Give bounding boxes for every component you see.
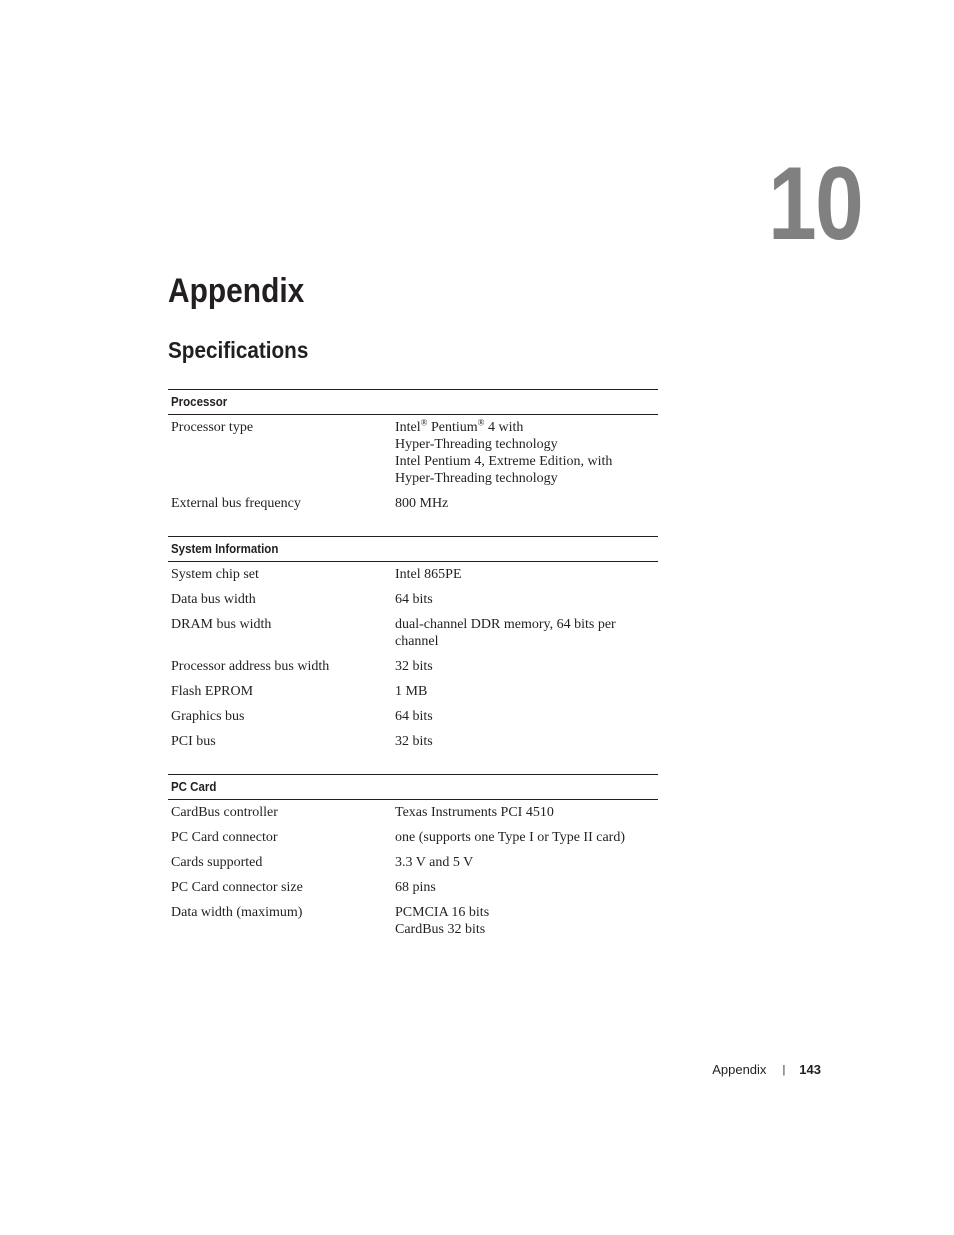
spec-group-processor — [168, 389, 658, 518]
page-title: Appendix — [168, 272, 305, 310]
spec-row — [168, 802, 658, 827]
spec-value: 64 bits — [395, 592, 433, 607]
spec-label: Flash EPROM — [171, 684, 254, 699]
spec-label: PC Card connector size — [171, 880, 303, 895]
spec-row — [168, 877, 658, 902]
spec-label: Processor address bus width — [171, 659, 330, 674]
specifications-table — [168, 389, 658, 962]
spec-value: dual-channel DDR memory, 64 bits per channel — [395, 617, 616, 649]
spec-value: Intel 865PE — [395, 567, 462, 582]
registered-mark: ® — [420, 417, 428, 428]
spec-value: Texas Instruments PCI 4510 — [395, 805, 554, 820]
spec-row — [168, 681, 658, 706]
spec-value: Intel® Pentium® 4 with Hyper-Threading technology Intel Pentium 4, Extreme Edition, with Hyper-Threading technology — [395, 417, 613, 486]
section-title: Specifications — [168, 337, 309, 363]
spec-value: one (supports one Type I or Type II card) — [395, 830, 626, 845]
spec-row — [168, 493, 658, 518]
spec-value: 32 bits — [395, 734, 433, 749]
spec-label: Cards supported — [171, 855, 263, 870]
spec-group-heading: System Information — [168, 536, 658, 562]
spec-label: Data bus width — [171, 592, 256, 607]
page-number: 143 — [799, 1062, 821, 1077]
spec-group-pc-card — [168, 774, 658, 944]
chapter-number: 10 — [768, 146, 862, 262]
spec-label: Graphics bus — [171, 709, 245, 724]
spec-group-heading: PC Card — [168, 774, 658, 800]
spec-value: 1 MB — [395, 684, 428, 699]
spec-label: DRAM bus width — [171, 617, 272, 632]
spec-group-system-information — [168, 536, 658, 756]
spec-label: Processor type — [171, 420, 254, 435]
spec-label: External bus frequency — [171, 496, 301, 511]
spec-row — [168, 614, 658, 656]
spec-row — [168, 706, 658, 731]
spec-label: PC Card connector — [171, 830, 278, 845]
spec-value: 64 bits — [395, 709, 433, 724]
spec-row — [168, 656, 658, 681]
spec-row — [168, 827, 658, 852]
page-footer — [600, 1060, 821, 1080]
spec-value: PCMCIA 16 bits CardBus 32 bits — [395, 905, 490, 937]
spec-label: System chip set — [171, 567, 259, 582]
footer-section-name: Appendix — [712, 1062, 767, 1077]
spec-row — [168, 731, 658, 756]
spec-row — [168, 852, 658, 877]
spec-group-heading: Processor — [168, 389, 658, 415]
registered-mark: ® — [477, 417, 485, 428]
spec-value: 3.3 V and 5 V — [395, 855, 474, 870]
spec-label: CardBus controller — [171, 805, 278, 820]
spec-value: 32 bits — [395, 659, 433, 674]
spec-value: 68 pins — [395, 880, 436, 895]
spec-value: 800 MHz — [395, 496, 449, 511]
spec-row — [168, 564, 658, 589]
spec-row — [168, 417, 658, 493]
spec-row — [168, 902, 658, 944]
footer-separator: | — [782, 1064, 786, 1076]
spec-label: Data width (maximum) — [171, 905, 303, 920]
spec-row — [168, 589, 658, 614]
spec-label: PCI bus — [171, 734, 216, 749]
